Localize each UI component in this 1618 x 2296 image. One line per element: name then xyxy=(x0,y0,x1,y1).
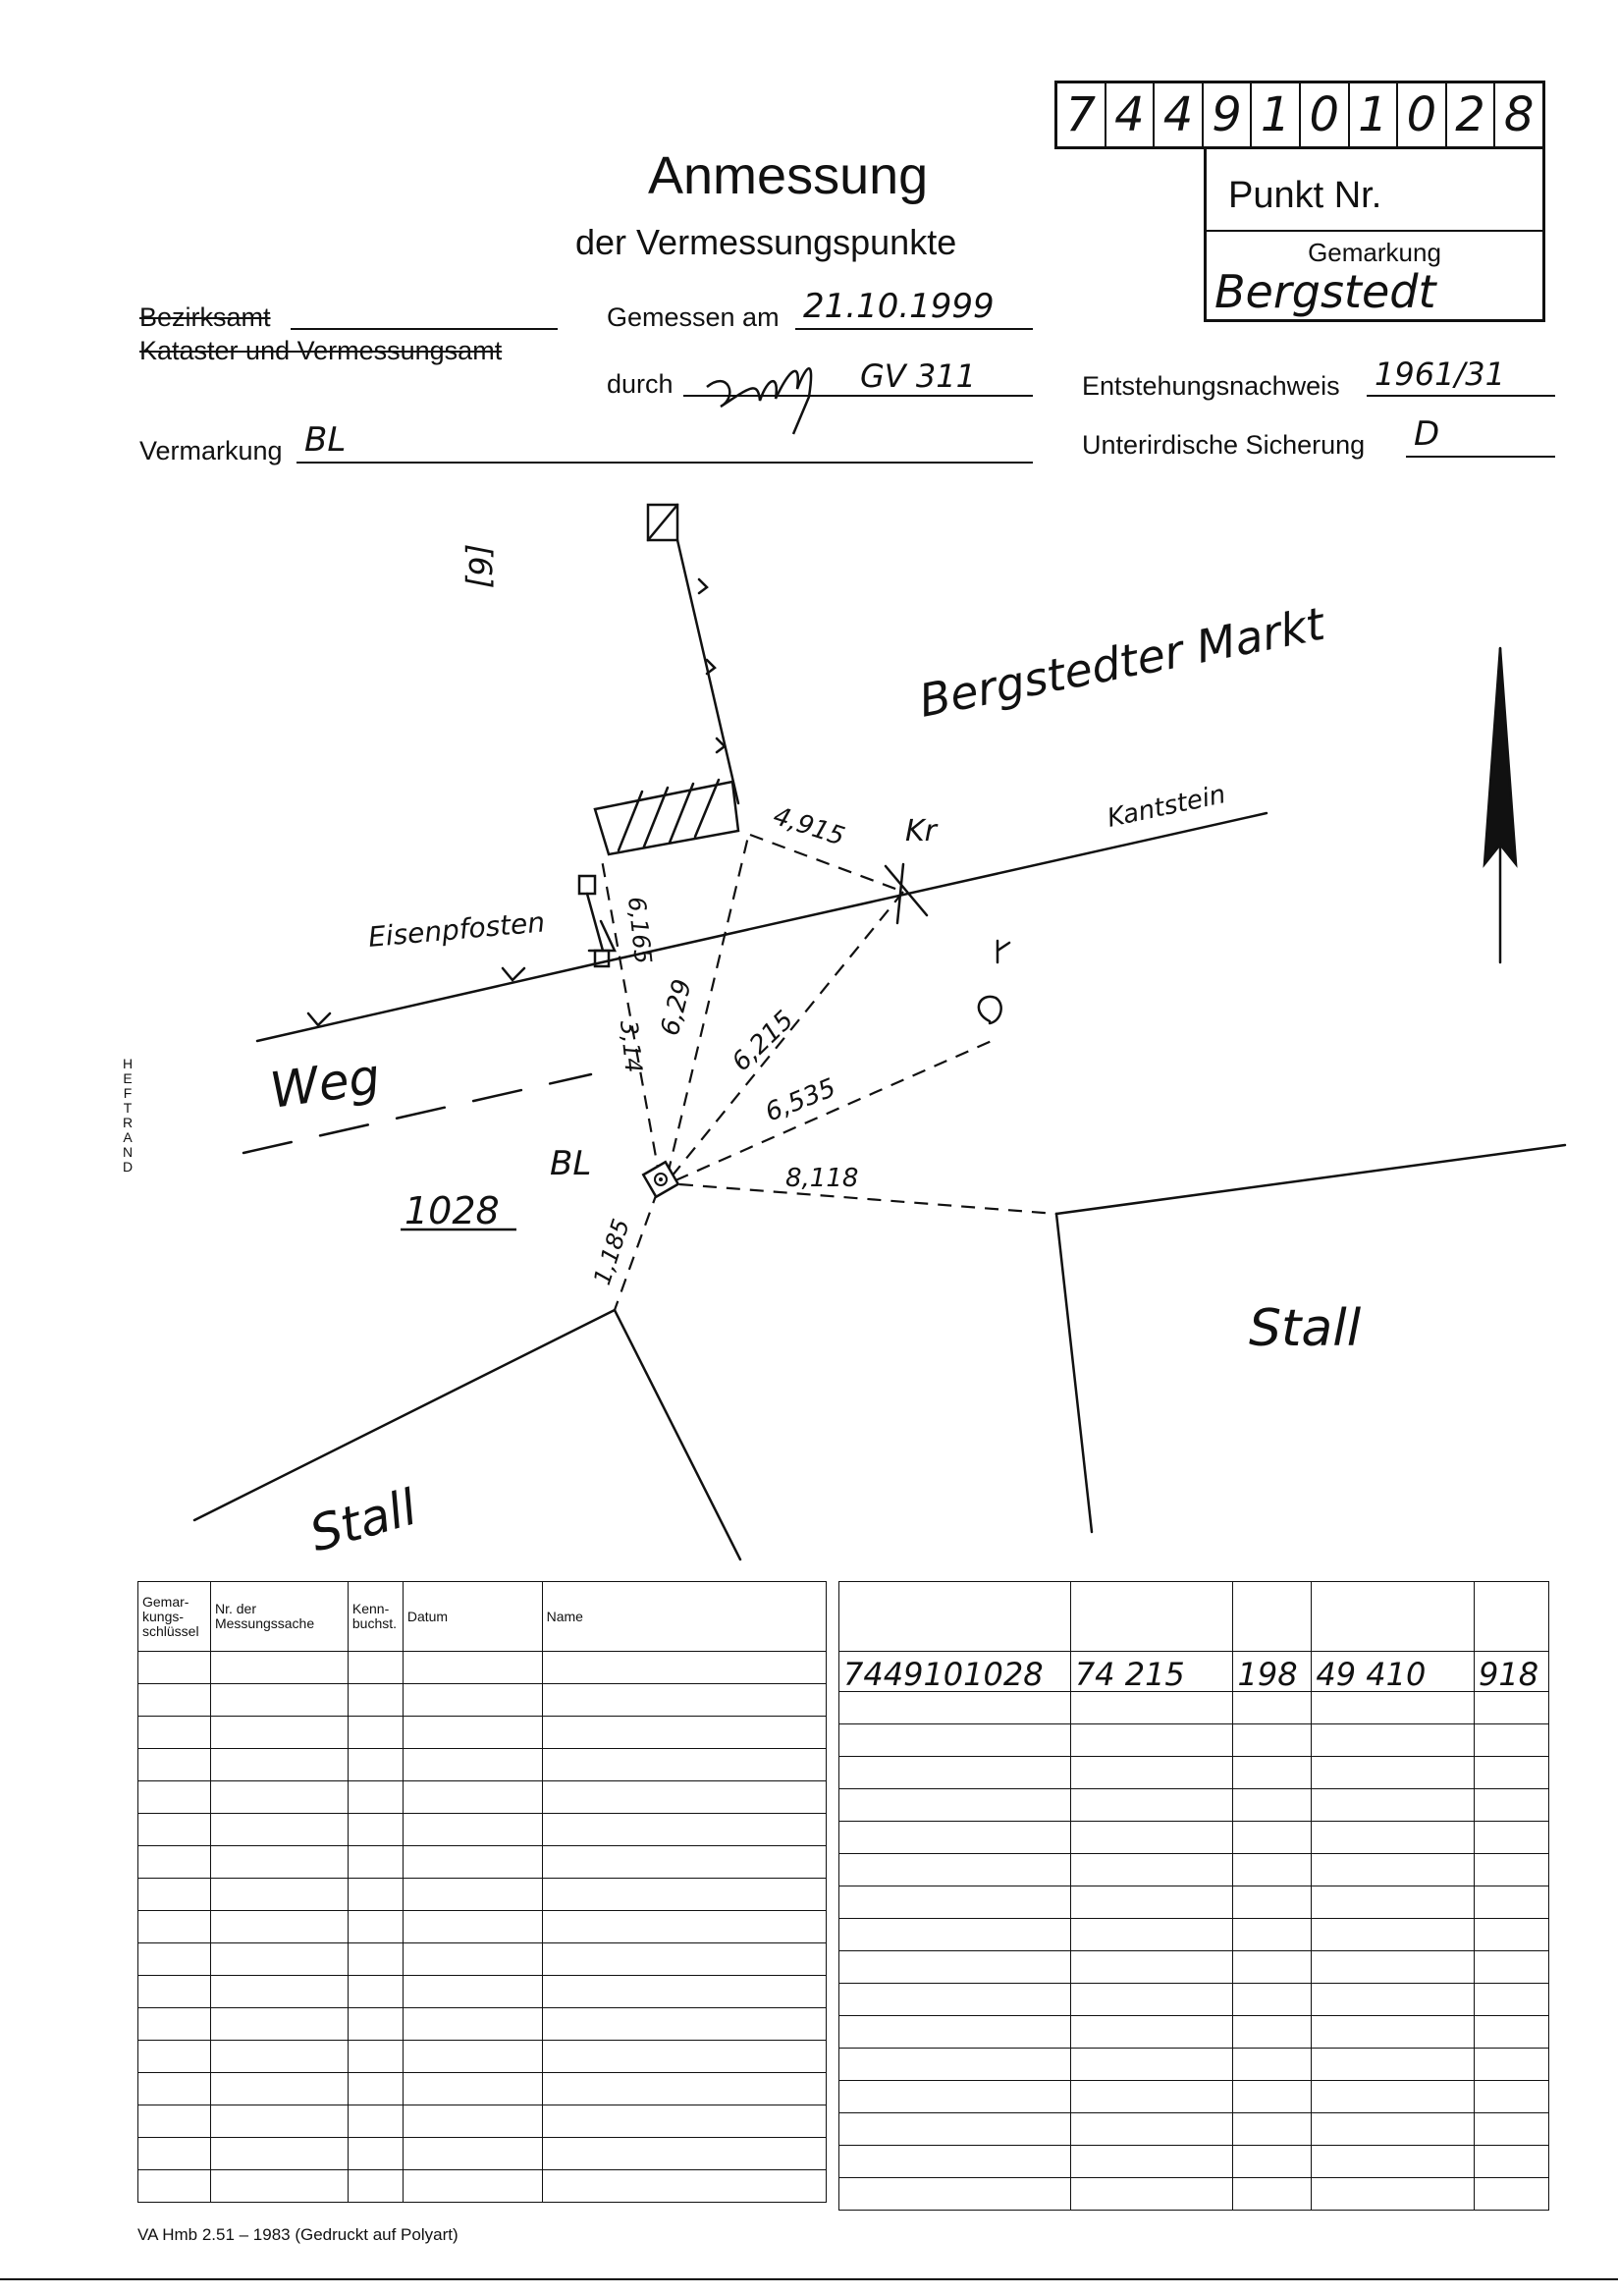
table-row xyxy=(839,1724,1549,1757)
margin-letter: E xyxy=(123,1070,133,1086)
header-name: Name xyxy=(542,1582,826,1652)
margin-letter: A xyxy=(123,1129,133,1145)
header-gemarkungsschluessel: Gemar- kungs- schlüssel xyxy=(138,1582,211,1652)
entstehung-value: 1961/31 xyxy=(1375,355,1505,393)
vermarkung-label: Vermarkung xyxy=(139,436,283,465)
table-row xyxy=(138,2008,827,2041)
measurement: 3,14 xyxy=(615,1018,648,1074)
eisenpfosten-marker xyxy=(579,876,595,894)
kantstein-label: Kantstein xyxy=(1105,780,1228,834)
header-kennbuchst: Kenn- buchst. xyxy=(348,1582,403,1652)
table-row xyxy=(138,1846,827,1879)
table-row xyxy=(138,1814,827,1846)
coordinate-value: 74 215 xyxy=(1074,1656,1185,1693)
table-row xyxy=(839,2049,1549,2081)
street-label: Bergstedter Markt xyxy=(914,596,1329,728)
punkt-label: Punkt Nr. xyxy=(1228,175,1382,216)
margin-letter: H xyxy=(122,1056,134,1071)
point-number-label: 1028 xyxy=(404,1189,500,1232)
left-table xyxy=(137,1581,827,2203)
gemessen-rule xyxy=(795,328,1033,330)
table-row xyxy=(839,1919,1549,1951)
margin-letter: D xyxy=(122,1159,134,1175)
entstehung-label: Entstehungsnachweis xyxy=(1082,371,1340,401)
digit: 7 xyxy=(1057,83,1106,146)
bl-label: BL xyxy=(550,1144,592,1183)
table-row xyxy=(839,2113,1549,2146)
table-row xyxy=(138,1911,827,1943)
digit: 4 xyxy=(1155,83,1204,146)
durch-label: durch xyxy=(607,369,674,399)
coordinate-point-id: 7449101028 xyxy=(843,1656,1044,1693)
digit: 0 xyxy=(1398,83,1447,146)
digit: 1 xyxy=(1350,83,1399,146)
signature xyxy=(699,350,866,438)
hydrant-icon xyxy=(979,941,1009,1023)
bottom-rule xyxy=(0,2278,1618,2280)
measurement: 6,215 xyxy=(727,1005,800,1078)
digit: 4 xyxy=(1106,83,1156,146)
table-row xyxy=(839,1757,1549,1789)
sicherung-label: Unterirdische Sicherung xyxy=(1082,430,1366,460)
digit: 1 xyxy=(1252,83,1301,146)
margin-letter: N xyxy=(122,1144,134,1160)
table-row xyxy=(839,1854,1549,1886)
table-row xyxy=(138,2105,827,2138)
survey-sketch xyxy=(0,471,1618,1571)
digit: 9 xyxy=(1204,83,1253,146)
house-number: [6] xyxy=(461,544,499,589)
table-row xyxy=(839,1822,1549,1854)
digit: 0 xyxy=(1301,83,1350,146)
digit: 8 xyxy=(1503,87,1535,142)
coordinate-value: 198 xyxy=(1237,1656,1298,1693)
right-table xyxy=(838,1581,1549,2211)
margin-letter: F xyxy=(123,1085,133,1101)
measurement: 6,535 xyxy=(761,1072,840,1128)
table-row xyxy=(138,1976,827,2008)
stall-left-label: Stall xyxy=(303,1478,423,1563)
vermarkung-rule xyxy=(297,462,1033,464)
office-line2: Kataster und Vermessungsamt xyxy=(139,336,503,365)
stall-right-wall xyxy=(1056,1145,1565,1214)
measurement: 1,185 xyxy=(588,1215,635,1288)
table-row xyxy=(138,1879,827,1911)
measurement: 4,915 xyxy=(769,801,848,852)
table-row xyxy=(839,1886,1549,1919)
coordinate-value: 918 xyxy=(1479,1656,1539,1693)
header-messungssache: Nr. der Messungssache xyxy=(210,1582,348,1652)
table-row xyxy=(138,1781,827,1814)
sicherung-value: D xyxy=(1414,414,1440,454)
header-datum: Datum xyxy=(403,1582,542,1652)
measurement: 6,165 xyxy=(622,895,658,965)
table-header-row xyxy=(138,1582,827,1652)
gemessen-value: 21.10.1999 xyxy=(803,287,995,326)
sicherung-rule xyxy=(1406,456,1555,458)
table-row xyxy=(839,2081,1549,2113)
table-row xyxy=(138,1717,827,1749)
table-row xyxy=(138,1652,827,1684)
punkt-divider xyxy=(1207,230,1542,232)
measurement: 8,118 xyxy=(785,1164,859,1193)
office-line1-rule xyxy=(291,328,558,330)
point-number-digits xyxy=(1054,81,1545,149)
table-row xyxy=(138,2041,827,2073)
page-title: Anmessung xyxy=(648,146,929,205)
punkt-box xyxy=(1204,149,1545,322)
table-row xyxy=(138,2170,827,2203)
table-row xyxy=(138,1749,827,1781)
digit: 2 xyxy=(1447,83,1496,146)
north-arrow-icon xyxy=(1484,648,1516,864)
table-row xyxy=(839,1984,1549,2016)
gemessen-label: Gemessen am xyxy=(607,302,780,332)
gemarkung-label: Gemarkung xyxy=(1308,238,1441,267)
entstehung-rule xyxy=(1367,395,1555,397)
office-line1: Bezirksamt xyxy=(139,302,271,332)
table-row xyxy=(138,1943,827,1976)
table-row xyxy=(138,1684,827,1717)
table-row xyxy=(839,2146,1549,2178)
table-header-row xyxy=(839,1582,1549,1652)
table-row xyxy=(839,1951,1549,1984)
table-row xyxy=(839,1692,1549,1724)
table-row xyxy=(839,1789,1549,1822)
margin-letter: R xyxy=(122,1115,134,1130)
table-row xyxy=(839,2016,1549,2049)
margin-letter: T xyxy=(123,1100,133,1116)
table-row xyxy=(138,2138,827,2170)
table-row xyxy=(839,2178,1549,2211)
form-footer: VA Hmb 2.51 – 1983 (Gedruckt auf Polyart) xyxy=(137,2225,458,2244)
gemarkung-value: Bergstedt xyxy=(1214,265,1436,318)
stall-right-label: Stall xyxy=(1249,1299,1362,1358)
table-row xyxy=(138,2073,827,2105)
kr-label: Kr xyxy=(905,814,938,848)
measurement: 6,29 xyxy=(655,976,698,1039)
page-subtitle: der Vermessungspunkte xyxy=(575,222,957,262)
table-row xyxy=(839,1652,1549,1692)
vermarkung-value: BL xyxy=(304,420,347,460)
weg-label: Weg xyxy=(266,1047,384,1120)
coordinate-value: 49 410 xyxy=(1316,1656,1427,1693)
eisenpfosten-label: Eisenpfosten xyxy=(366,905,547,954)
durch-value: GV 311 xyxy=(860,357,976,395)
